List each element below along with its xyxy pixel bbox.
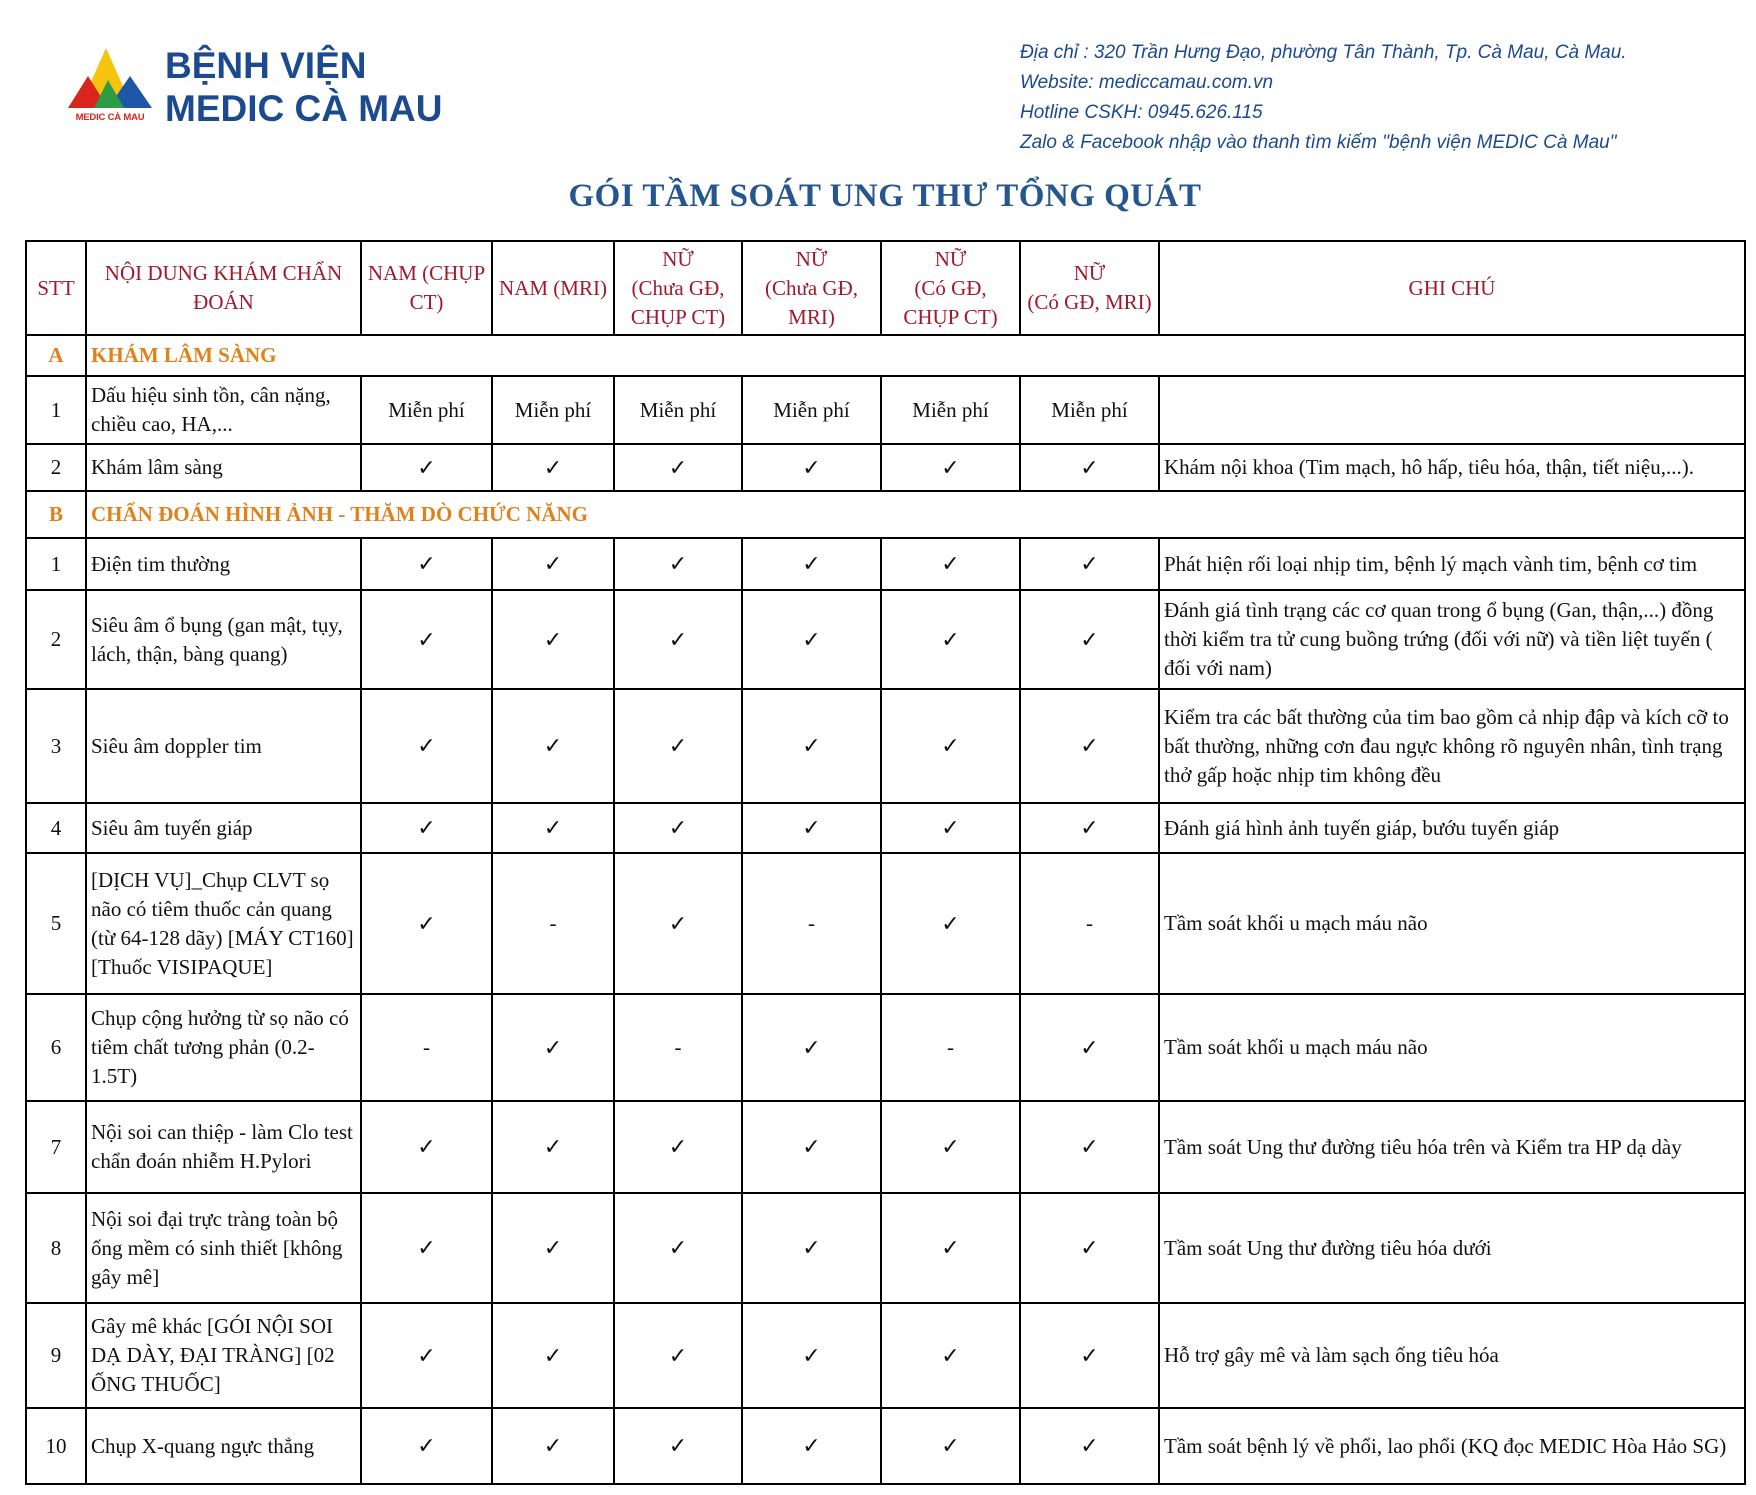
table-row: [26, 1303, 1745, 1408]
check-icon: ✓: [881, 689, 1020, 803]
row-content: Nội soi đại trực tràng toàn bộ ống mềm có sinh thiết [không gây mê]: [86, 1193, 361, 1303]
table-row: [26, 853, 1745, 994]
check-icon: ✓: [614, 1101, 742, 1193]
check-icon: ✓: [614, 689, 742, 803]
check-icon: ✓: [742, 1303, 881, 1408]
check-icon: ✓: [1020, 1193, 1159, 1303]
header-stt: STT: [26, 241, 86, 335]
dash-cell: -: [1020, 853, 1159, 994]
check-icon: ✓: [881, 853, 1020, 994]
check-icon: ✓: [361, 689, 492, 803]
row-stt: 1: [26, 538, 86, 590]
table-row: [26, 994, 1745, 1101]
row-stt: 9: [26, 1303, 86, 1408]
check-icon: ✓: [492, 689, 614, 803]
check-icon: ✓: [1020, 1408, 1159, 1484]
cell-value: Miễn phí: [492, 376, 614, 444]
row-stt: 5: [26, 853, 86, 994]
cell-value: Miễn phí: [881, 376, 1020, 444]
row-content: Siêu âm ổ bụng (gan mật, tụy, lách, thận, bàng quang): [86, 590, 361, 689]
section-title: CHẨN ĐOÁN HÌNH ẢNH - THĂM DÒ CHỨC NĂNG: [86, 491, 1745, 538]
row-note: Tầm soát bệnh lý về phổi, lao phổi (KQ đọc MEDIC Hòa Hảo SG): [1159, 1408, 1745, 1484]
check-icon: ✓: [742, 444, 881, 491]
table-row: [26, 1408, 1745, 1484]
address-text: Địa chỉ : 320 Trần Hưng Đạo, phường Tân Thành, Tp. Cà Mau, Cà Mau.: [1020, 42, 1627, 63]
row-content: [DỊCH VỤ]_Chụp CLVT sọ não có tiêm thuốc cản quang (từ 64-128 dãy) [MÁY CT160] [Thuốc VISIPAQUE]: [86, 853, 361, 994]
dash-cell: -: [742, 853, 881, 994]
check-icon: ✓: [881, 590, 1020, 689]
header-male-ct: NAM (CHỤP CT): [361, 241, 492, 335]
table-row: [26, 590, 1745, 689]
row-stt: 1: [26, 376, 86, 444]
check-icon: ✓: [492, 803, 614, 853]
check-icon: ✓: [881, 1101, 1020, 1193]
check-icon: ✓: [492, 1101, 614, 1193]
row-note: Tầm soát khối u mạch máu não: [1159, 853, 1745, 994]
row-note: Phát hiện rối loại nhịp tim, bệnh lý mạch vành tim, bệnh cơ tim: [1159, 538, 1745, 590]
row-stt: 3: [26, 689, 86, 803]
check-icon: ✓: [742, 538, 881, 590]
check-icon: ✓: [361, 590, 492, 689]
check-icon: ✓: [881, 538, 1020, 590]
check-icon: ✓: [614, 590, 742, 689]
check-icon: ✓: [1020, 994, 1159, 1101]
check-icon: ✓: [614, 1193, 742, 1303]
row-stt: 2: [26, 444, 86, 491]
table-row: [26, 538, 1745, 590]
logo-caption: MEDIC CÀ MAU: [75, 112, 145, 123]
hospital-name: [165, 44, 442, 130]
check-icon: ✓: [492, 994, 614, 1101]
check-icon: ✓: [1020, 590, 1159, 689]
check-icon: ✓: [742, 1408, 881, 1484]
check-icon: ✓: [1020, 1101, 1159, 1193]
check-icon: ✓: [361, 444, 492, 491]
row-content: Chụp cộng hưởng từ sọ não có tiêm chất tương phản (0.2-1.5T): [86, 994, 361, 1101]
page-title: GÓI TẦM SOÁT UNG THƯ TỔNG QUÁT: [568, 178, 1202, 214]
row-note: Khám nội khoa (Tim mạch, hô hấp, tiêu hóa, thận, tiết niệu,...).: [1159, 444, 1745, 491]
check-icon: ✓: [492, 590, 614, 689]
check-icon: ✓: [742, 1101, 881, 1193]
check-icon: ✓: [1020, 803, 1159, 853]
check-icon: ✓: [361, 1101, 492, 1193]
social-text: Zalo & Facebook nhập vào thanh tìm kiếm "bệnh viện MEDIC Cà Mau": [1020, 132, 1617, 153]
row-stt: 7: [26, 1101, 86, 1193]
header-female-single-ct: NỮ (Chưa GĐ, CHỤP CT): [614, 241, 742, 335]
check-icon: ✓: [361, 853, 492, 994]
row-content: Khám lâm sàng: [86, 444, 361, 491]
row-content: Siêu âm tuyến giáp: [86, 803, 361, 853]
row-note: [1159, 376, 1745, 444]
header-female-single-mri: NỮ (Chưa GĐ, MRI): [742, 241, 881, 335]
check-icon: ✓: [614, 803, 742, 853]
table-row: [26, 1193, 1745, 1303]
row-content: Điện tim thường: [86, 538, 361, 590]
table-header-row: [26, 241, 1745, 335]
section-row-a: [26, 335, 1745, 376]
contact-info: [1020, 38, 1627, 158]
check-icon: ✓: [614, 444, 742, 491]
check-icon: ✓: [492, 1408, 614, 1484]
check-icon: ✓: [742, 994, 881, 1101]
cell-value: Miễn phí: [614, 376, 742, 444]
screening-package-table: [25, 240, 1746, 1485]
check-icon: ✓: [492, 1303, 614, 1408]
header-female-married-ct: NỮ (Có GĐ, CHỤP CT): [881, 241, 1020, 335]
table-row: [26, 803, 1745, 853]
table-row: [26, 689, 1745, 803]
check-icon: ✓: [614, 853, 742, 994]
cell-value: Miễn phí: [361, 376, 492, 444]
row-note: Hỗ trợ gây mê và làm sạch ống tiêu hóa: [1159, 1303, 1745, 1408]
check-icon: ✓: [614, 538, 742, 590]
check-icon: ✓: [881, 444, 1020, 491]
cell-value: Miễn phí: [1020, 376, 1159, 444]
table-row: [26, 376, 1745, 444]
row-stt: 10: [26, 1408, 86, 1484]
row-note: Đánh giá hình ảnh tuyến giáp, bướu tuyến giáp: [1159, 803, 1745, 853]
dash-cell: -: [614, 994, 742, 1101]
cell-value: Miễn phí: [742, 376, 881, 444]
check-icon: ✓: [361, 1193, 492, 1303]
logo-mountain-icon: [68, 46, 152, 112]
check-icon: ✓: [492, 444, 614, 491]
check-icon: ✓: [881, 1193, 1020, 1303]
row-note: Tầm soát Ung thư đường tiêu hóa dưới: [1159, 1193, 1745, 1303]
hotline-text: Hotline CSKH: 0945.626.115: [1020, 102, 1263, 123]
header-note: GHI CHÚ: [1159, 241, 1745, 335]
check-icon: ✓: [881, 803, 1020, 853]
section-code: B: [26, 491, 86, 538]
hospital-logo: [68, 46, 152, 124]
website-text: Website: mediccamau.com.vn: [1020, 72, 1274, 93]
row-note: Tầm soát khối u mạch máu não: [1159, 994, 1745, 1101]
row-stt: 8: [26, 1193, 86, 1303]
check-icon: ✓: [361, 803, 492, 853]
check-icon: ✓: [361, 538, 492, 590]
section-row-b: [26, 491, 1745, 538]
check-icon: ✓: [742, 689, 881, 803]
check-icon: ✓: [492, 1193, 614, 1303]
check-icon: ✓: [614, 1303, 742, 1408]
brand-line-2: MEDIC CÀ MAU: [165, 88, 443, 129]
check-icon: ✓: [1020, 689, 1159, 803]
page-header: [0, 0, 1756, 230]
row-content: Dấu hiệu sinh tồn, cân nặng, chiều cao, HA,...: [86, 376, 361, 444]
check-icon: ✓: [1020, 538, 1159, 590]
row-stt: 6: [26, 994, 86, 1101]
check-icon: ✓: [881, 1408, 1020, 1484]
table-row: [26, 1101, 1745, 1193]
header-content: NỘI DUNG KHÁM CHẨN ĐOÁN: [86, 241, 361, 335]
section-code: A: [26, 335, 86, 376]
row-content: Chụp X-quang ngực thẳng: [86, 1408, 361, 1484]
row-content: Siêu âm doppler tim: [86, 689, 361, 803]
check-icon: ✓: [361, 1408, 492, 1484]
check-icon: ✓: [1020, 444, 1159, 491]
check-icon: ✓: [881, 1303, 1020, 1408]
check-icon: ✓: [742, 590, 881, 689]
row-note: Kiểm tra các bất thường của tim bao gồm cả nhịp đập và kích cỡ to bất thường, những cơn đau ngực không rõ nguyên nhân, tình trạng thở gấp hoặc nhịp tim không đều: [1159, 689, 1745, 803]
row-stt: 4: [26, 803, 86, 853]
row-content: Gây mê khác [GÓI NỘI SOI DẠ DÀY, ĐẠI TRÀNG] [02 ỐNG THUỐC]: [86, 1303, 361, 1408]
check-icon: ✓: [492, 538, 614, 590]
dash-cell: -: [881, 994, 1020, 1101]
row-content: Nội soi can thiệp - làm Clo test chẩn đoán nhiễm H.Pylori: [86, 1101, 361, 1193]
check-icon: ✓: [361, 1303, 492, 1408]
table-row: [26, 444, 1745, 491]
header-female-married-mri: NỮ (Có GĐ, MRI): [1020, 241, 1159, 335]
header-male-mri: NAM (MRI): [492, 241, 614, 335]
row-note: Đánh giá tình trạng các cơ quan trong ổ bụng (Gan, thận,...) đồng thời kiểm tra tử cung buồng trứng (đối với nữ) và tiền liệt tuyến ( đối với nam): [1159, 590, 1745, 689]
dash-cell: -: [361, 994, 492, 1101]
check-icon: ✓: [742, 803, 881, 853]
check-icon: ✓: [742, 1193, 881, 1303]
row-note: Tầm soát Ung thư đường tiêu hóa trên và Kiểm tra HP dạ dày: [1159, 1101, 1745, 1193]
row-stt: 2: [26, 590, 86, 689]
check-icon: ✓: [614, 1408, 742, 1484]
brand-line-1: BỆNH VIỆN: [165, 45, 367, 86]
section-title: KHÁM LÂM SÀNG: [86, 335, 1745, 376]
dash-cell: -: [492, 853, 614, 994]
check-icon: ✓: [1020, 1303, 1159, 1408]
